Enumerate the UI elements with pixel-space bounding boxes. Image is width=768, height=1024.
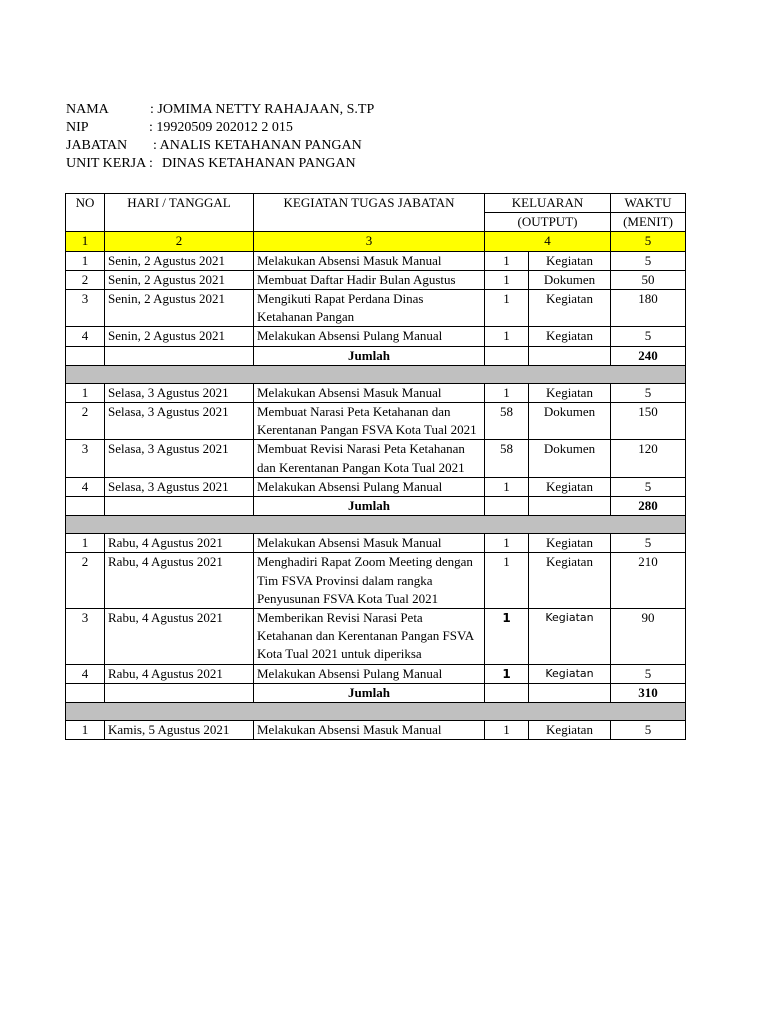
row-output-unit-cell: Dokumen (529, 440, 611, 477)
table-row (66, 721, 686, 740)
row-minutes-cell: 50 (611, 270, 686, 289)
row-date-cell: Senin, 2 Agustus 2021 (105, 251, 254, 270)
empty-cell (485, 683, 529, 702)
row-activity-cell: Mengikuti Rapat Perdana Dinas Ketahanan Pangan (254, 290, 485, 327)
row-activity-cell: Membuat Narasi Peta Ketahanan dan Kerentanan Pangan FSVA Kota Tual 2021 (254, 403, 485, 440)
row-minutes-cell: 150 (611, 403, 686, 440)
row-minutes-cell: 210 (611, 553, 686, 609)
table-row (66, 477, 686, 496)
row-number-cell: 2 (66, 403, 105, 440)
row-number-cell: 3 (66, 290, 105, 327)
row-activity-cell: Memberikan Revisi Narasi Peta Ketahanan dan Kerentanan Pangan FSVA Kota Tual 2021 untuk diperiksa (254, 609, 485, 665)
row-output-qty-cell: 1 (485, 327, 529, 346)
total-label: Jumlah (254, 497, 485, 516)
row-number-cell: 2 (66, 553, 105, 609)
row-output-qty-cell: 1 (485, 721, 529, 740)
empty-cell (66, 497, 105, 516)
row-output-unit-cell: Kegiatan (529, 383, 611, 402)
row-date-cell: Selasa, 3 Agustus 2021 (105, 440, 254, 477)
row-date-cell: Rabu, 4 Agustus 2021 (105, 664, 254, 683)
table-row (66, 327, 686, 346)
total-label: Jumlah (254, 346, 485, 365)
row-activity-cell: Membuat Daftar Hadir Bulan Agustus (254, 270, 485, 289)
row-output-unit-cell: Kegiatan (529, 553, 611, 609)
empty-cell (485, 346, 529, 365)
row-number-cell: 4 (66, 477, 105, 496)
day-separator-row (66, 516, 686, 534)
table-row (66, 290, 686, 327)
total-row (66, 346, 686, 365)
activity-table (65, 193, 686, 740)
row-date-cell: Rabu, 4 Agustus 2021 (105, 534, 254, 553)
row-output-qty-cell: 1 (485, 290, 529, 327)
row-minutes-cell: 180 (611, 290, 686, 327)
row-minutes-cell: 5 (611, 383, 686, 402)
row-date-cell: Selasa, 3 Agustus 2021 (105, 477, 254, 496)
nip-label: NIP (66, 120, 89, 135)
row-number-cell: 3 (66, 609, 105, 665)
row-date-cell: Selasa, 3 Agustus 2021 (105, 403, 254, 440)
row-number-cell: 2 (66, 270, 105, 289)
empty-cell (485, 497, 529, 516)
row-output-unit-cell: Kegiatan (529, 534, 611, 553)
nama-value: : JOMIMA NETTY RAHAJAAN, S.TP (150, 102, 375, 117)
row-number-cell: 1 (66, 251, 105, 270)
row-output-qty-cell: 58 (485, 403, 529, 440)
nip-value: : 19920509 202012 2 015 (149, 120, 293, 135)
unit-label: UNIT KERJA : (66, 156, 153, 171)
index-cell: 1 (66, 232, 105, 251)
column-index-row (66, 232, 686, 251)
empty-cell (529, 346, 611, 365)
index-cell: 3 (254, 232, 485, 251)
empty-cell (529, 497, 611, 516)
empty-cell (66, 683, 105, 702)
total-label: Jumlah (254, 683, 485, 702)
row-output-qty-cell: 1 (485, 553, 529, 609)
table-row (66, 553, 686, 609)
col-header-no: NO (66, 194, 105, 232)
row-minutes-cell: 5 (611, 251, 686, 270)
row-output-unit-cell: Dokumen (529, 403, 611, 440)
total-minutes: 280 (611, 497, 686, 516)
row-number-cell: 1 (66, 721, 105, 740)
table-row (66, 664, 686, 683)
row-activity-cell: Melakukan Absensi Masuk Manual (254, 251, 485, 270)
col-header-output: (OUTPUT) (485, 213, 611, 232)
row-number-cell: 1 (66, 383, 105, 402)
row-number-cell: 4 (66, 664, 105, 683)
col-header-waktu: WAKTU (611, 194, 686, 213)
row-date-cell: Kamis, 5 Agustus 2021 (105, 721, 254, 740)
row-output-unit-cell: Kegiatan (529, 477, 611, 496)
row-output-qty-cell: 58 (485, 440, 529, 477)
row-output-unit-cell: Kegiatan (529, 721, 611, 740)
table-row (66, 440, 686, 477)
table-row (66, 534, 686, 553)
row-activity-cell: Melakukan Absensi Masuk Manual (254, 534, 485, 553)
row-date-cell: Rabu, 4 Agustus 2021 (105, 609, 254, 665)
empty-cell (105, 346, 254, 365)
col-header-keluaran: KELUARAN (485, 194, 611, 213)
jabatan-label: JABATAN (66, 138, 128, 153)
total-minutes: 310 (611, 683, 686, 702)
table-header-row (66, 194, 686, 213)
row-minutes-cell: 5 (611, 477, 686, 496)
row-number-cell: 4 (66, 327, 105, 346)
row-activity-cell: Melakukan Absensi Masuk Manual (254, 721, 485, 740)
row-activity-cell: Melakukan Absensi Pulang Manual (254, 664, 485, 683)
row-minutes-cell: 90 (611, 609, 686, 665)
day-separator-row (66, 365, 686, 383)
table-row (66, 383, 686, 402)
col-header-hari: HARI / TANGGAL (105, 194, 254, 232)
separator-cell (66, 516, 686, 534)
row-output-unit-cell: Kegiatan (529, 664, 611, 683)
row-output-qty-cell: 1 (485, 477, 529, 496)
row-output-qty-cell: 1 (485, 270, 529, 289)
empty-cell (105, 497, 254, 516)
row-activity-cell: Melakukan Absensi Pulang Manual (254, 477, 485, 496)
row-output-qty-cell: 1 (485, 383, 529, 402)
row-date-cell: Senin, 2 Agustus 2021 (105, 327, 254, 346)
table-row (66, 251, 686, 270)
row-minutes-cell: 120 (611, 440, 686, 477)
table-row (66, 403, 686, 440)
row-output-unit-cell: Kegiatan (529, 251, 611, 270)
row-date-cell: Senin, 2 Agustus 2021 (105, 290, 254, 327)
row-output-unit-cell: Dokumen (529, 270, 611, 289)
jabatan-value: : ANALIS KETAHANAN PANGAN (153, 138, 362, 153)
total-row (66, 683, 686, 702)
row-output-unit-cell: Kegiatan (529, 609, 611, 665)
separator-cell (66, 703, 686, 721)
total-row (66, 497, 686, 516)
row-output-qty-cell: 1 (485, 664, 529, 683)
index-cell: 2 (105, 232, 254, 251)
nama-label: NAMA (66, 102, 109, 117)
empty-cell (66, 346, 105, 365)
row-date-cell: Senin, 2 Agustus 2021 (105, 270, 254, 289)
separator-cell (66, 365, 686, 383)
empty-cell (105, 683, 254, 702)
row-number-cell: 1 (66, 534, 105, 553)
row-output-qty-cell: 1 (485, 534, 529, 553)
row-output-unit-cell: Kegiatan (529, 290, 611, 327)
row-date-cell: Rabu, 4 Agustus 2021 (105, 553, 254, 609)
row-activity-cell: Melakukan Absensi Masuk Manual (254, 383, 485, 402)
row-activity-cell: Membuat Revisi Narasi Peta Ketahanan dan Kerentanan Pangan Kota Tual 2021 (254, 440, 485, 477)
row-date-cell: Selasa, 3 Agustus 2021 (105, 383, 254, 402)
row-minutes-cell: 5 (611, 327, 686, 346)
row-output-unit-cell: Kegiatan (529, 327, 611, 346)
index-cell: 4 (485, 232, 611, 251)
day-separator-row (66, 703, 686, 721)
row-activity-cell: Melakukan Absensi Pulang Manual (254, 327, 485, 346)
empty-cell (529, 683, 611, 702)
row-number-cell: 3 (66, 440, 105, 477)
table-row (66, 270, 686, 289)
row-output-qty-cell: 1 (485, 251, 529, 270)
table-row (66, 609, 686, 665)
row-activity-cell: Menghadiri Rapat Zoom Meeting dengan Tim FSVA Provinsi dalam rangka Penyusunan FSVA Kota Tual 2021 (254, 553, 485, 609)
unit-value: DINAS KETAHANAN PANGAN (162, 156, 356, 171)
col-header-kegiatan: KEGIATAN TUGAS JABATAN (254, 194, 485, 232)
total-minutes: 240 (611, 346, 686, 365)
index-cell: 5 (611, 232, 686, 251)
row-minutes-cell: 5 (611, 664, 686, 683)
row-minutes-cell: 5 (611, 534, 686, 553)
row-output-qty-cell: 1 (485, 609, 529, 665)
row-minutes-cell: 5 (611, 721, 686, 740)
col-header-menit: (MENIT) (611, 213, 686, 232)
